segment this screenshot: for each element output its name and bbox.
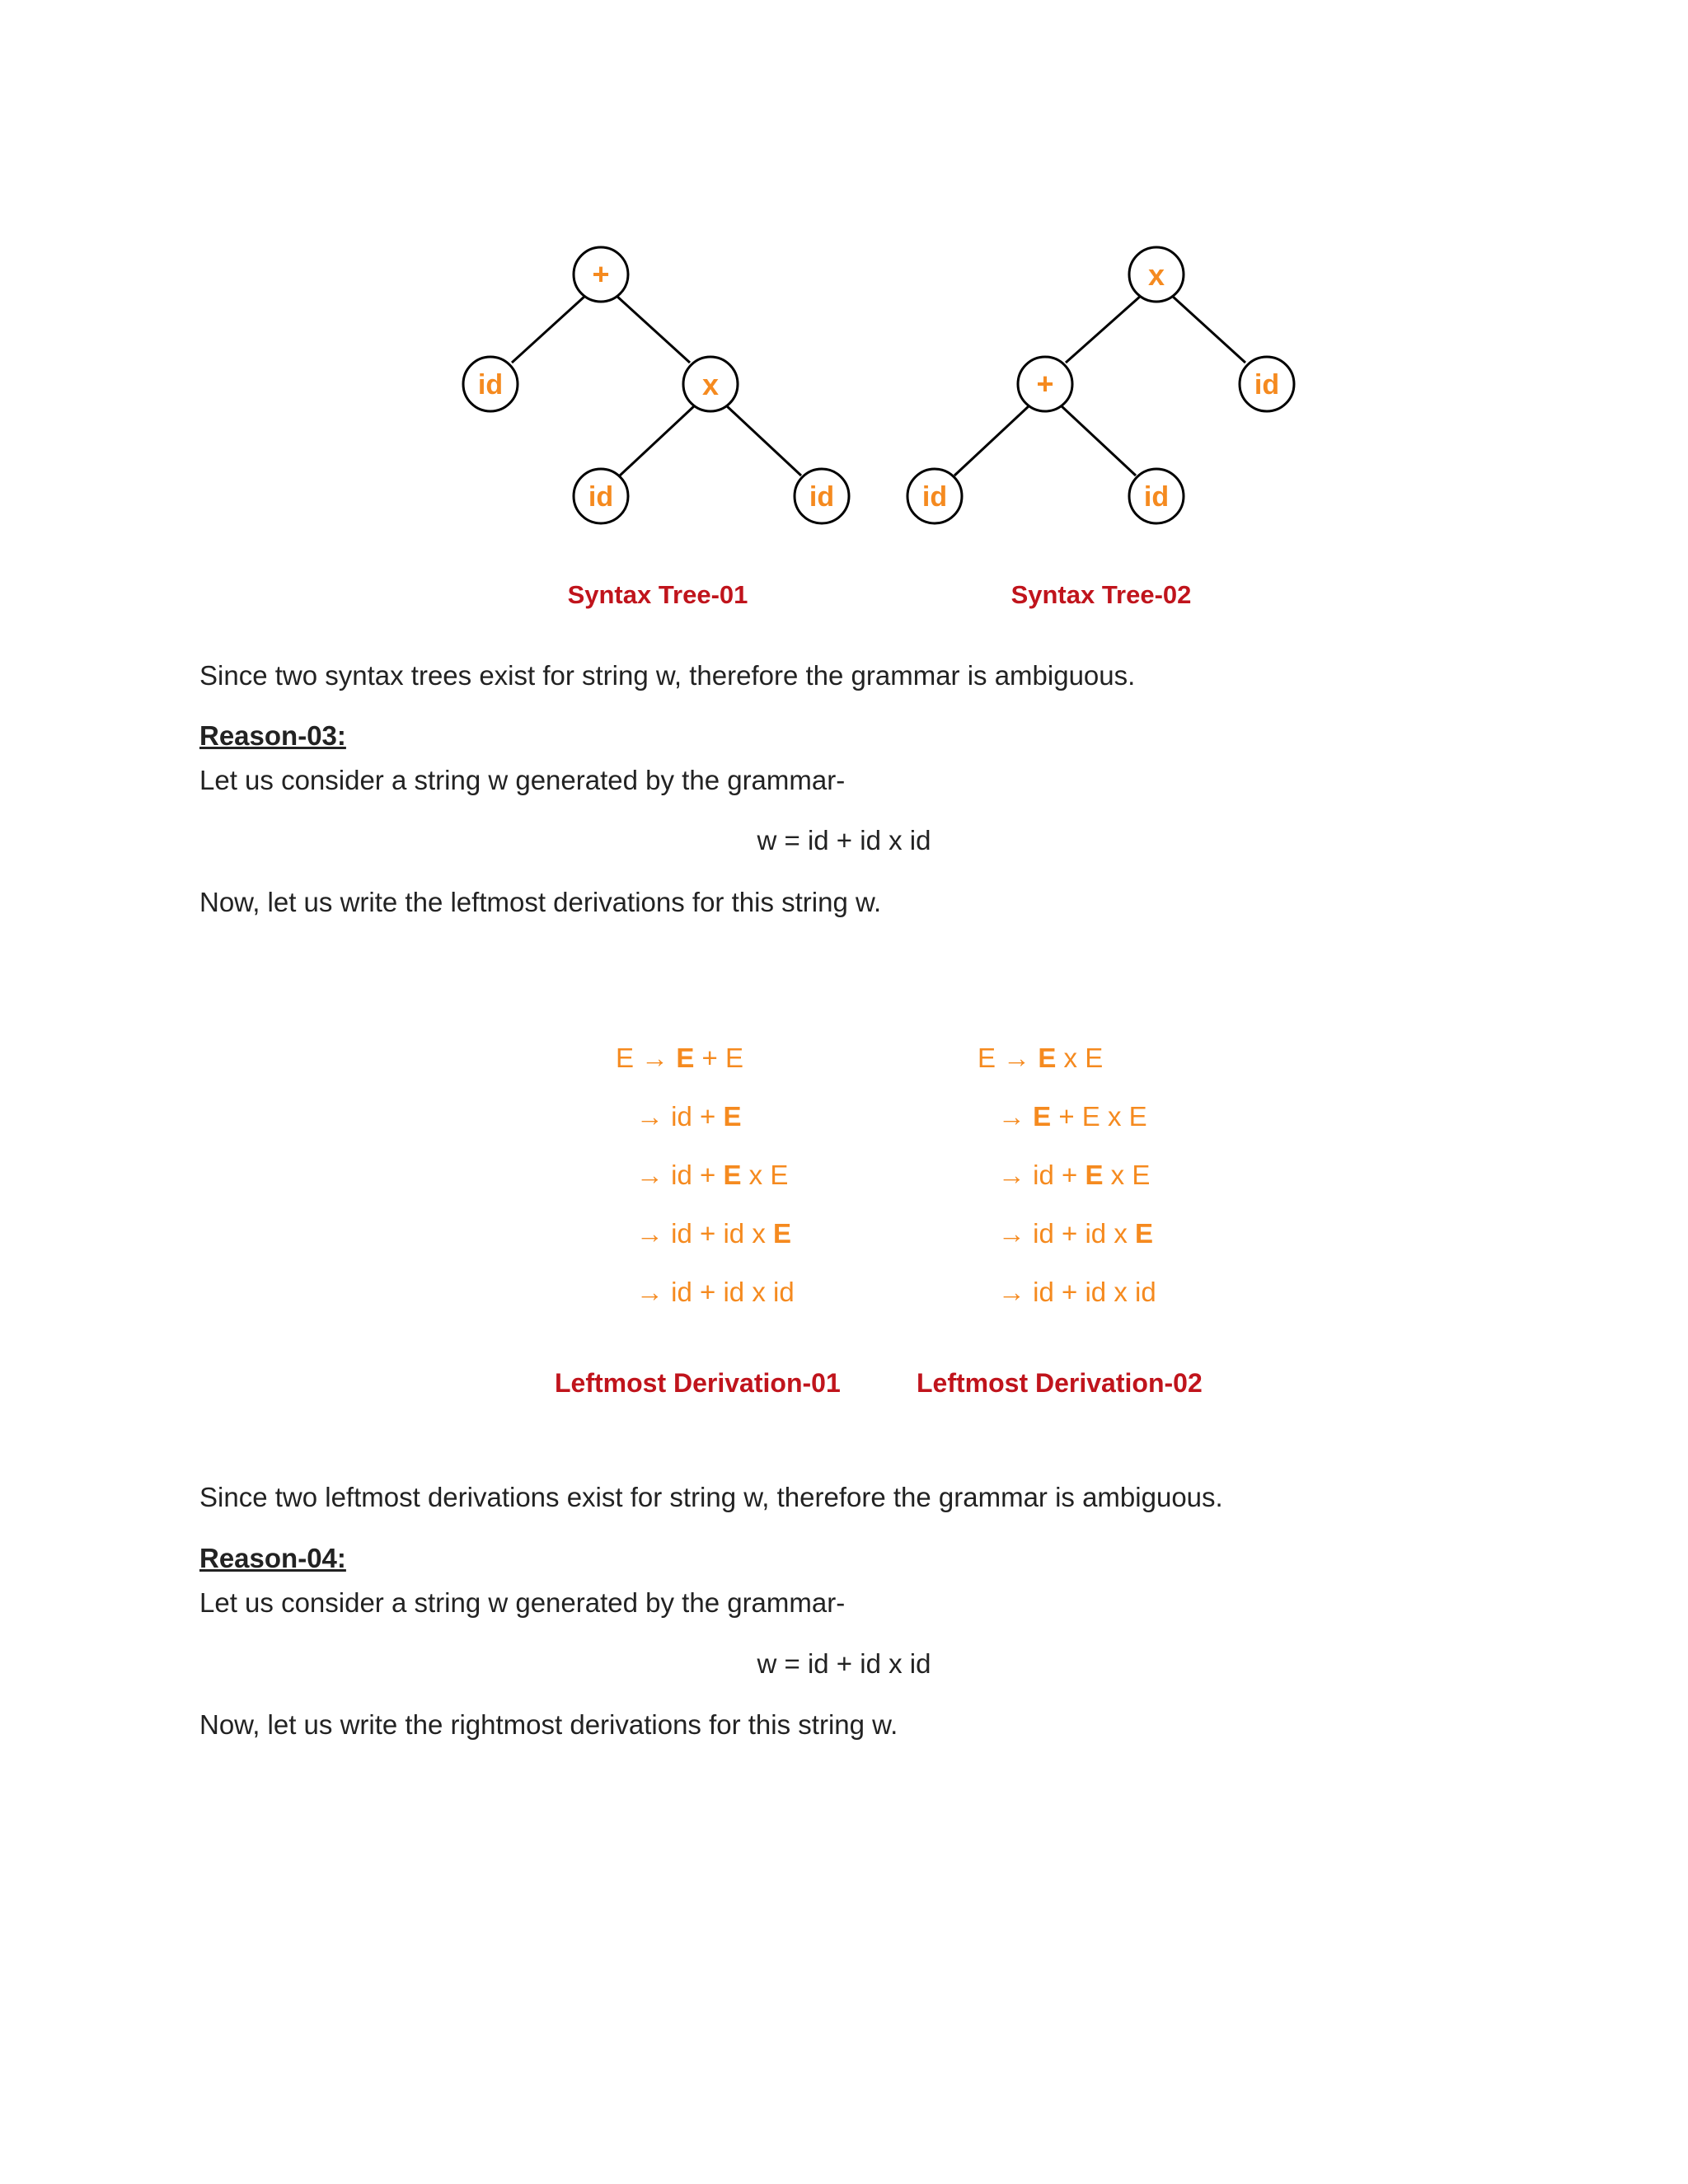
derivation2-line-1: E → E x E xyxy=(978,1043,1104,1073)
derivation2-line-4: → id + id x E xyxy=(998,1218,1153,1249)
reason-04-rightmost-intro: Now, let us write the rightmost derivations for this string w. xyxy=(199,1709,898,1740)
tree2-root-label: x xyxy=(1147,258,1165,292)
tree2-op-right-label: id xyxy=(1143,481,1170,513)
leftmost-conclusion: Since two leftmost derivations exist for string w, therefore the grammar is ambiguous. xyxy=(199,1482,1223,1512)
tree1-left-leaf-label: id xyxy=(477,369,504,401)
reason-03-leftmost-intro: Now, let us write the leftmost derivations for this string w. xyxy=(199,887,882,917)
tree1-root-node xyxy=(574,247,628,302)
tree2-op-left-node xyxy=(907,469,962,523)
derivation1-line-5: → id + id x id xyxy=(636,1277,795,1307)
tree1-op-label: x xyxy=(701,368,720,401)
reason-03-string: w = id + id x id xyxy=(757,825,931,855)
derivation1-line-4: → id + id x E xyxy=(636,1218,791,1249)
tree2-op-left-label: id xyxy=(921,481,948,513)
reason-04-heading: Reason-04: xyxy=(199,1543,346,1573)
tree2-root-node xyxy=(1129,247,1184,302)
tree1-op-left-node xyxy=(574,469,628,523)
syntax-trees-figure xyxy=(0,0,1688,643)
derivation2-line-5: → id + id x id xyxy=(998,1277,1156,1307)
leftmost-derivation-01-caption: Leftmost Derivation-01 xyxy=(555,1368,841,1398)
tree1-op-right-label: id xyxy=(809,481,835,513)
derivation1-line-2: → id + E xyxy=(636,1101,742,1132)
syntax-tree-02-caption: Syntax Tree-02 xyxy=(1010,580,1192,609)
tree1-left-leaf-node xyxy=(463,357,518,411)
tree1-op-right-node xyxy=(795,469,849,523)
tree1-root-label: + xyxy=(592,257,610,291)
leftmost-derivation-02-caption: Leftmost Derivation-02 xyxy=(917,1368,1203,1398)
derivation1-line-3: → id + E x E xyxy=(636,1160,789,1190)
reason-03-intro: Let us consider a string w generated by the grammar- xyxy=(199,765,846,795)
syntax-tree-conclusion: Since two syntax trees exist for string w, therefore the grammar is ambiguous. xyxy=(199,660,1136,691)
derivation1-line-1: E → E + E xyxy=(616,1043,743,1073)
tree1-op-node xyxy=(683,357,738,411)
tree2-op-right-node xyxy=(1129,469,1184,523)
reason-04-string: w = id + id x id xyxy=(757,1648,931,1679)
tree2-op-label: + xyxy=(1036,367,1054,401)
derivation2-line-3: → id + E x E xyxy=(998,1160,1151,1190)
tree2-right-leaf-label: id xyxy=(1254,369,1280,401)
tree2-op-node xyxy=(1018,357,1072,411)
tree2-right-leaf-node xyxy=(1240,357,1294,411)
syntax-tree-01-caption: Syntax Tree-01 xyxy=(567,580,748,609)
reason-04-intro: Let us consider a string w generated by the grammar- xyxy=(199,1587,846,1618)
tree1-op-left-label: id xyxy=(588,481,614,513)
reason-03-heading: Reason-03: xyxy=(199,720,346,751)
derivation2-line-2: → E + E x E xyxy=(998,1101,1147,1132)
